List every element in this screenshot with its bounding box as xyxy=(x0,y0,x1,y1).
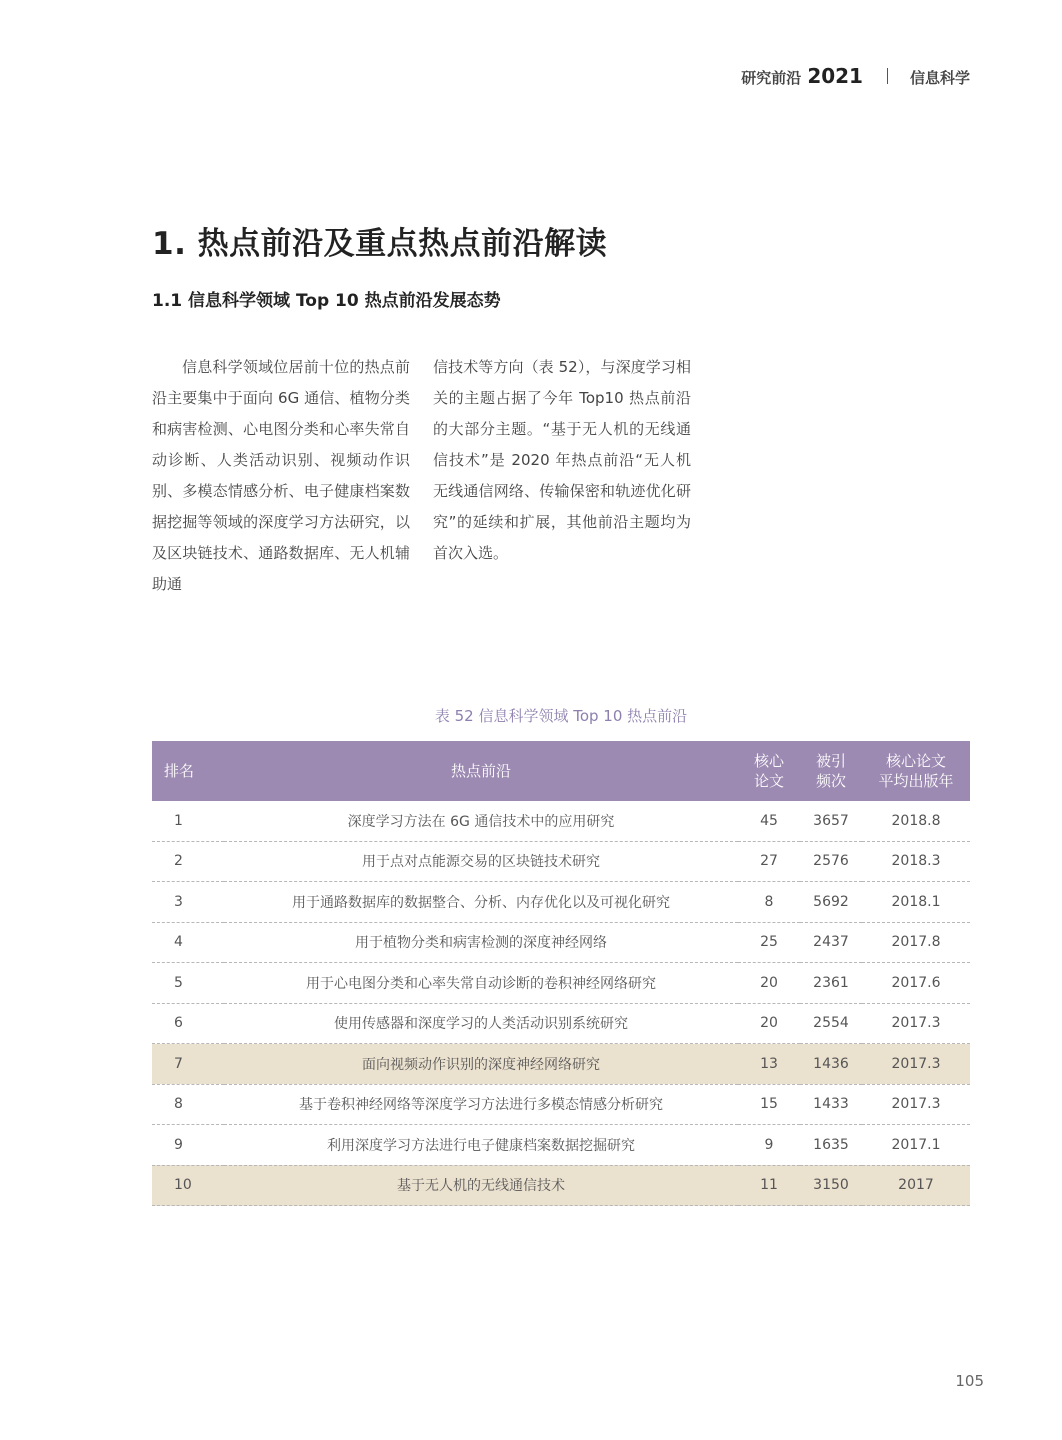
cell-core: 20 xyxy=(738,963,800,1004)
cell-cite: 2576 xyxy=(800,841,862,882)
cell-rank: 4 xyxy=(152,922,224,963)
cell-front: 深度学习方法在 6G 通信技术中的应用研究 xyxy=(224,801,738,841)
cell-cite: 2554 xyxy=(800,1003,862,1044)
cell-front: 用于点对点能源交易的区块链技术研究 xyxy=(224,841,738,882)
cell-year: 2017.1 xyxy=(862,1125,970,1166)
section-subtitle: 1.1 信息科学领域 Top 10 热点前沿发展态势 xyxy=(152,291,501,311)
cell-front: 面向视频动作识别的深度神经网络研究 xyxy=(224,1044,738,1085)
header-front: 热点前沿 xyxy=(224,741,738,801)
page-number: 105 xyxy=(955,1372,984,1390)
header-cite-line1: 被引 xyxy=(815,752,846,770)
header-brand: 研究前沿 xyxy=(741,69,802,87)
header-citations xyxy=(800,741,862,801)
cell-year: 2017.3 xyxy=(862,1003,970,1044)
header-core-line2: 论文 xyxy=(753,772,784,790)
cell-cite: 1433 xyxy=(800,1084,862,1125)
cell-year: 2017 xyxy=(862,1165,970,1206)
header-year-line1: 核心论文 xyxy=(885,752,946,770)
table-row xyxy=(152,1003,970,1044)
cell-cite: 2361 xyxy=(800,963,862,1004)
header-core-papers xyxy=(738,741,800,801)
header-divider xyxy=(887,68,888,84)
table-row xyxy=(152,841,970,882)
cell-rank: 6 xyxy=(152,1003,224,1044)
hot-fronts-table xyxy=(152,741,970,1206)
header-section: 信息科学 xyxy=(909,69,970,87)
cell-front: 利用深度学习方法进行电子健康档案数据挖掘研究 xyxy=(224,1125,738,1166)
table-row xyxy=(152,922,970,963)
cell-core: 11 xyxy=(738,1165,800,1206)
cell-front: 用于植物分类和病害检测的深度神经网络 xyxy=(224,922,738,963)
cell-core: 25 xyxy=(738,922,800,963)
table-row xyxy=(152,801,970,841)
table-header-row xyxy=(152,741,970,801)
cell-front: 基于无人机的无线通信技术 xyxy=(224,1165,738,1206)
cell-core: 9 xyxy=(738,1125,800,1166)
table-row xyxy=(152,1125,970,1166)
page-title: 1. 热点前沿及重点热点前沿解读 xyxy=(152,226,608,262)
cell-year: 2017.8 xyxy=(862,922,970,963)
running-header xyxy=(741,64,970,88)
cell-year: 2017.3 xyxy=(862,1044,970,1085)
body-text-column-2: 信技术等方向（表 52），与深度学习相关的主题占据了今年 Top10 热点前沿的大部分主题。“基于无人机的无线通信技术”是 2020 年热点前沿“无人机无线通信网络、传输保密和轨迹优化研究”的延续和扩展，其他前沿主题均为首次入选。 xyxy=(433,358,691,562)
header-rank: 排名 xyxy=(152,741,224,801)
table-row xyxy=(152,963,970,1004)
cell-core: 27 xyxy=(738,841,800,882)
cell-rank: 1 xyxy=(152,801,224,841)
body-text-column-1: 信息科学领域位居前十位的热点前沿主要集中于面向 6G 通信、植物分类和病害检测、心电图分类和心率失常自动诊断、人类活动识别、视频动作识别、多模态情感分析、电子健康档案数据挖掘等领域的深度学习方法研究，以及区块链技术、通路数据库、无人机辅助通 xyxy=(152,358,410,593)
cell-year: 2018.1 xyxy=(862,882,970,923)
cell-year: 2018.3 xyxy=(862,841,970,882)
table-row-highlighted xyxy=(152,1165,970,1206)
cell-rank: 3 xyxy=(152,882,224,923)
header-cite-line2: 频次 xyxy=(815,772,846,790)
cell-year: 2017.3 xyxy=(862,1084,970,1125)
cell-year: 2017.6 xyxy=(862,963,970,1004)
cell-cite: 1436 xyxy=(800,1044,862,1085)
header-mean-year xyxy=(862,741,970,801)
cell-rank: 8 xyxy=(152,1084,224,1125)
cell-core: 13 xyxy=(738,1044,800,1085)
header-year-line2: 平均出版年 xyxy=(878,772,954,790)
cell-front: 用于心电图分类和心率失常自动诊断的卷积神经网络研究 xyxy=(224,963,738,1004)
cell-front: 使用传感器和深度学习的人类活动识别系统研究 xyxy=(224,1003,738,1044)
table-row xyxy=(152,882,970,923)
cell-cite: 5692 xyxy=(800,882,862,923)
table-row-highlighted xyxy=(152,1044,970,1085)
cell-core: 45 xyxy=(738,801,800,841)
cell-rank: 2 xyxy=(152,841,224,882)
cell-year: 2018.8 xyxy=(862,801,970,841)
cell-cite: 3150 xyxy=(800,1165,862,1206)
cell-core: 15 xyxy=(738,1084,800,1125)
cell-cite: 2437 xyxy=(800,922,862,963)
cell-front: 用于通路数据库的数据整合、分析、内存优化以及可视化研究 xyxy=(224,882,738,923)
cell-rank: 9 xyxy=(152,1125,224,1166)
cell-core: 20 xyxy=(738,1003,800,1044)
header-core-line1: 核心 xyxy=(753,752,784,770)
header-year: 2021 xyxy=(807,64,863,88)
cell-rank: 10 xyxy=(152,1165,224,1206)
table-caption: 表 52 信息科学领域 Top 10 热点前沿 xyxy=(434,707,688,725)
cell-rank: 7 xyxy=(152,1044,224,1085)
cell-rank: 5 xyxy=(152,963,224,1004)
cell-cite: 1635 xyxy=(800,1125,862,1166)
cell-front: 基于卷积神经网络等深度学习方法进行多模态情感分析研究 xyxy=(224,1084,738,1125)
cell-cite: 3657 xyxy=(800,801,862,841)
table-row xyxy=(152,1084,970,1125)
cell-core: 8 xyxy=(738,882,800,923)
